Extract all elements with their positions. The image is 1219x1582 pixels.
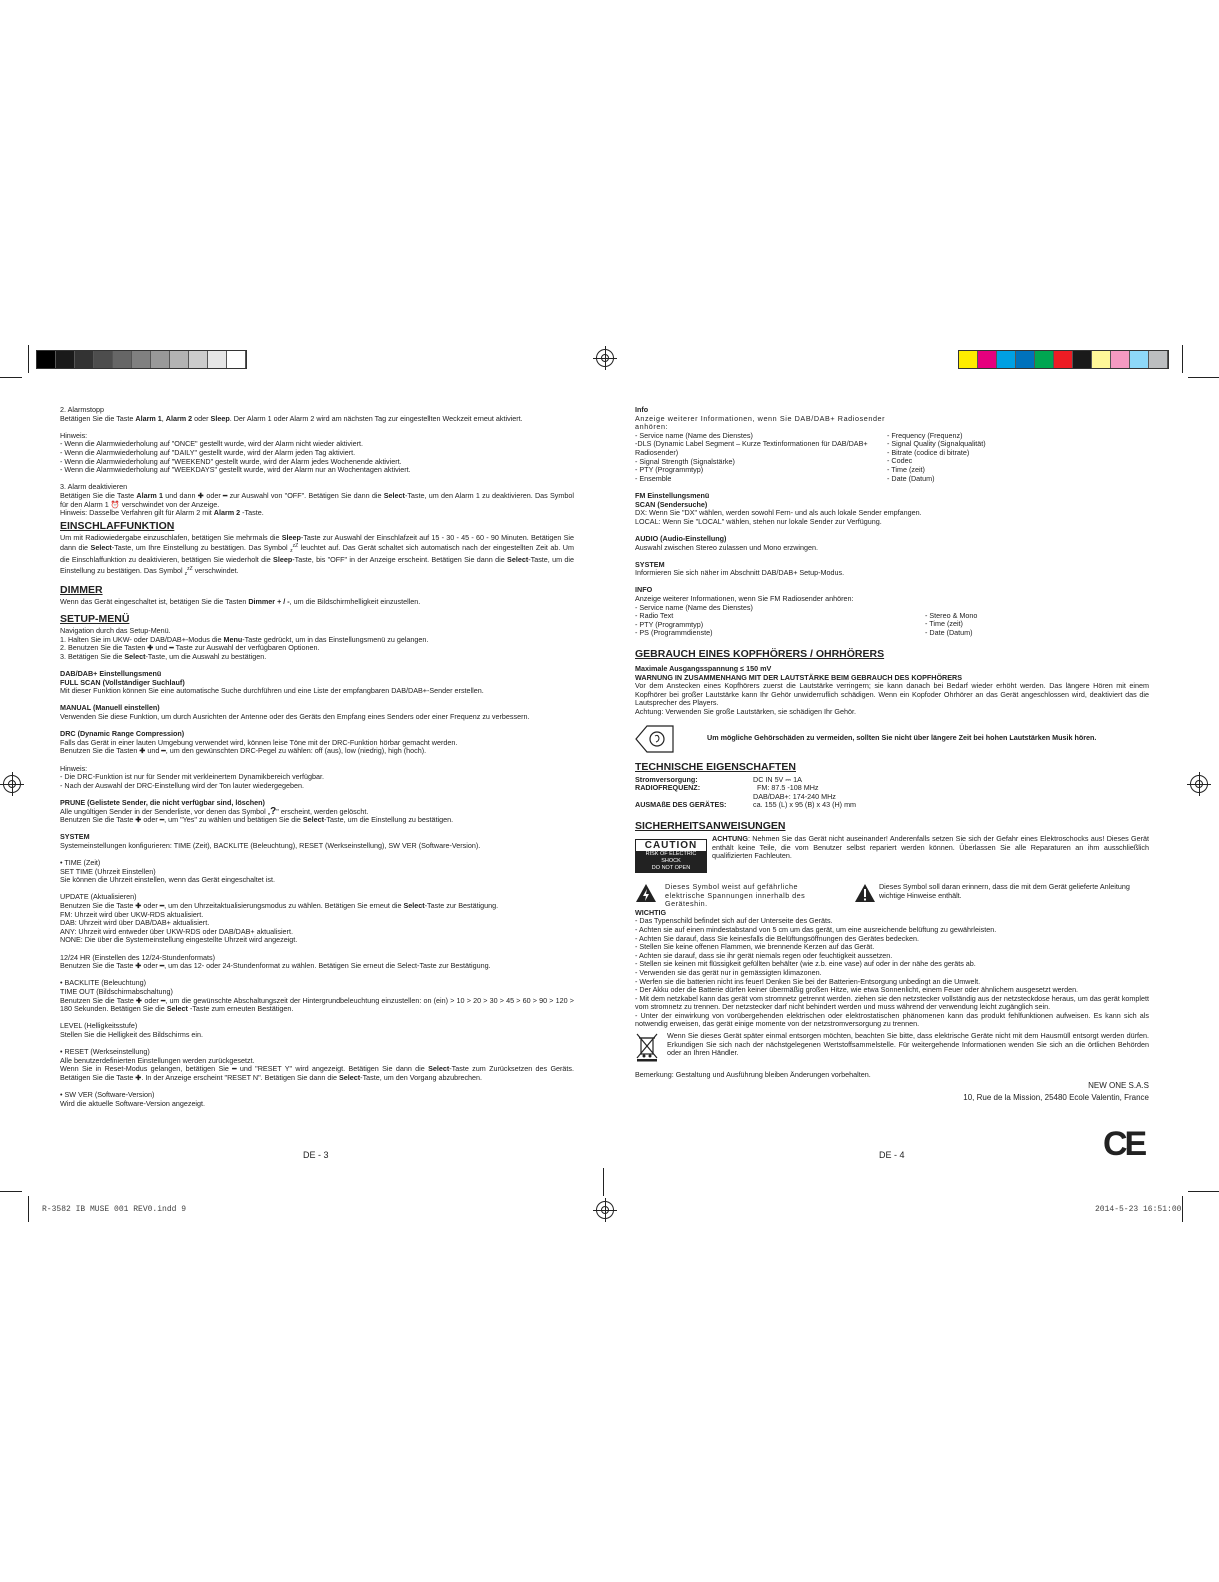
weee-text: Wenn Sie dieses Gerät später einmal entsorgen möchten, beachten Sie bitte, dass elektrische Geräte nicht mit dem Hausmüll entsorgt werden dürfen. Erkundigen Sie sich nach der nächstgelegenen Wertstoffsammelstelle. Für weitergehende Informationen wenden Sie sich an die örtlichen Behörden oder an Ihren Händler. (667, 1031, 1149, 1058)
wichtig-item: - Werfen sie die batterien nicht ins feuer! Denken Sie bei der Batterien-Entsorgung unbedingt an die Umwelt. (635, 976, 981, 986)
info-item: - Ensemble (635, 473, 672, 483)
info-intro: Anzeige weiterer Informationen, wenn Sie DAB/DAB+ Radiosender anhören: (635, 413, 886, 432)
update-title: UPDATE (Aktualisieren) (60, 892, 137, 902)
crop-mark-icon (1188, 1191, 1219, 1192)
fm-system-text: Informieren Sie sich näher im Abschnitt DAB/DAB+ Setup-Modus. (635, 568, 845, 578)
plus-icon: ✚ (139, 746, 146, 756)
registration-mark-left-icon (3, 775, 21, 793)
set-time-text: Sie können die Uhrzeit einstellen, wenn das Gerät eingeschaltet ist. (60, 875, 275, 885)
caution-text: ACHTUNG: Nehmen Sie das Gerät nicht auseinander! Anderenfalls setzen Sie sich der Gefahr eines Elektroschocks aus! Dieses Gerät enthält keine Teile, die vom Benutzer selbst repariert werden können. Überlassen Sie alle Reparaturen an ihm ausschließlich qualifizierten Fachleuten. (712, 833, 1149, 861)
full-scan-title: FULL SCAN (Vollständiger Suchlauf) (60, 677, 185, 687)
crop-mark-icon (603, 1168, 604, 1196)
info-item: - Frequency (Frequenz) (887, 430, 963, 440)
spec-value: DAB/DAB+: 174-240 MHz (753, 791, 836, 801)
color-swatch (1016, 351, 1035, 368)
swver-text: Wird die aktuelle Software-Version angezeigt. (60, 1098, 206, 1108)
page-number-right: DE - 4 (879, 1150, 905, 1160)
wichtig-item: - Unter der einwirkung von vorübergehenden elektrischen oder elektrostatischen phänomenen kann das produkt fehlfunktionen aufweisen. Es kann sich als notwendig erweisen, das gerät einige momente von der netzstromversorgung zu trennen. (635, 1010, 1149, 1029)
spec-value: ca. 155 (L) x 95 (B) x 43 (H) mm (753, 800, 857, 810)
ce-mark-icon: CE (1103, 1125, 1145, 1163)
alarmstopp-title: 2. Alarmstopp (60, 405, 104, 414)
fm-info-columns (635, 604, 1149, 638)
hinweis-item: - Wenn die Alarmwiederholung auf "ONCE" gestellt wurde, wird der Alarm nicht wieder aktiviert. (60, 439, 363, 449)
company-name: NEW ONE S.A.S (1088, 1081, 1149, 1091)
wichtig-item: - Mit dem netzkabel kann das gerät vom stromnetz getrennt werden. ziehen sie den netzstecker vollständig aus der netzsteckdose heraus, um das gerät komplett vom stromnetz zu trennen. Der netzstecker darf nicht behindert werden und muss während der verwendung leicht zugänglich sein. (635, 993, 1149, 1012)
caution-sub: DO NOT OPEN (636, 865, 706, 872)
fm-info-item: - Date (Datum) (925, 627, 973, 637)
fm-info-item: - Stereo & Mono (925, 610, 978, 620)
spec-value: FM: 87.5 -108 MHz (757, 783, 819, 793)
spec-label: AUSMAßE DES GERÄTES: (635, 800, 727, 810)
crossed-bin-icon (635, 1032, 659, 1062)
color-swatch (227, 351, 246, 368)
wichtig-item: - Achten sie darauf, dass sie ihr gerät niemals regen oder feuchtigkeit aussetzen. (635, 950, 893, 960)
caution-sub: RISK OF ELECTRIC SHOCK (636, 851, 706, 865)
info-item: - Signal Quality (Signalqualität) (887, 439, 986, 449)
prune-title: PRUNE (Gelistete Sender, die nicht verfügbar sind, löschen) (60, 797, 265, 807)
timeout-title: TIME OUT (Bildschirmabschaltung) (60, 987, 173, 996)
fm-title: FM Einstellungsmenü (635, 490, 710, 500)
scan-item: DX: Wenn Sie "DX" wählen, werden sowohl Fern- und als auch lokale Sender empfangen. (635, 508, 922, 518)
hr-title: 12/24 HR (Einstellen des 12/24-Stundenformats) (60, 952, 216, 962)
setup-line: 2. Benutzen Sie die Tasten ✚ und ━ Taste zur Auswahl der verfügbaren Optionen. (60, 643, 320, 653)
fm-info-item: - PS (Programmdienste) (635, 628, 713, 638)
color-swatch (132, 351, 151, 368)
wichtig-title: WICHTIG (635, 907, 667, 917)
fm-info-right (925, 604, 977, 638)
exclamation-warning-icon (854, 883, 876, 903)
setup-line: 1. Halten Sie im UKW- oder DAB/DAB+-Modus die Menu-Taste gedrückt, um in das Einstellungsmenü zu gelangen. (60, 634, 429, 644)
dab-menu-title: DAB/DAB+ Einstellungsmenü (60, 669, 162, 679)
deaktivieren-title: 3. Alarm deaktivieren (60, 482, 128, 492)
color-swatch (151, 351, 170, 368)
color-swatch (1092, 351, 1111, 368)
deaktivieren-hinweis: Hinweis: Dasselbe Verfahren gilt für Alarm 2 mit Alarm 2 -Taste. (60, 508, 264, 518)
scan-item: LOCAL: Wenn Sie "LOCAL" wählen, stehen nur lokale Sender zur Verfügung. (635, 516, 882, 526)
hinweis-item: - Wenn die Alarmwiederholung auf "DAILY" gestellt wurde, wird der Alarm jeden Tag aktiviert. (60, 447, 356, 457)
level-title: LEVEL (Helligkeitsstufe) (60, 1021, 138, 1031)
info-item: - Bitrate (codice di bitrate) (887, 447, 970, 457)
info-item: -DLS (Dynamic Label Segment – Kurze Textinformationen für DAB/DAB+ Radiosender) (635, 439, 868, 457)
wichtig-item: - Stellen sie keinen mit flüssigkeit gefüllten behälter (wie z.b. eine vase) auf oder in der nähe des geräts ab. (635, 959, 976, 969)
einschlaf-text: Um mit Radiowiedergabe einzuschlafen, betätigen Sie mehrmals die Sleep-Taste zur Auswahl der Einschlafzeit auf 15 - 30 - 45 - 60 - 90 Minuten. Betätigen Sie dann die Select-Taste, um Ihre Einstellung zu bestätigen. Das Symbol $_z^{zZ}$ leuchtet auf. Das Gerät schaltet sich automatisch nach der eingestellten Zeit ab. Um die Einschlaffunktion zu deaktivieren, betätigen Sie wiederholt die Sleep-Taste, bis "OFF" in der Anzeige erscheint. Betätigen Sie dann die Select-Taste, um die Einstellung zu bestätigen. Das Symbol $_z^{zZ}$ verschwindet. (60, 532, 575, 577)
hearing-warning (635, 725, 1149, 753)
kopfhoerer-heading: GEBRAUCH EINES KOPFHÖRERS / OHRHÖRERS (635, 648, 885, 661)
crop-mark-icon (28, 345, 29, 373)
caution-label-icon (635, 839, 707, 873)
color-swatch (1130, 351, 1149, 368)
deaktivieren-text: Betätigen Sie die Taste Alarm 1 und dann ✚ oder ━ zur Auswahl von "OFF". Betätigen Sie dann die Select-Taste, um den Alarm 1 zu deaktivieren. Das Symbol für den Alarm 1 ⏰ verschwindet von der Anzeige. (60, 490, 574, 509)
plus-icon: ✚ (197, 490, 205, 500)
dimmer-heading: DIMMER (60, 584, 103, 597)
page-number-left: DE - 3 (303, 1150, 329, 1160)
color-swatch (56, 351, 75, 368)
alarm-clock-icon: ⏰ (110, 499, 120, 509)
swver-title: • SW VER (Software-Version) (60, 1090, 155, 1100)
color-swatch (1111, 351, 1130, 368)
reset-title: • RESET (Werkseinstellung) (60, 1047, 150, 1057)
minus-icon: ━ (159, 815, 165, 825)
spec-value: DC IN 5V ⎓ 1A (753, 774, 802, 784)
plus-icon: ✚ (135, 901, 142, 911)
max-voltage: Maximale Ausgangsspannung ≤ 150 mV (635, 664, 772, 674)
spec-label: RADIOFREQUENZ: (635, 783, 701, 793)
color-swatch (1054, 351, 1073, 368)
minus-icon: ━ (169, 643, 174, 653)
fm-system-title: SYSTEM (635, 559, 665, 569)
sleep-zz-icon: $_z^{zZ}$ (290, 543, 299, 555)
einschlaf-heading: EINSCHLAFFUNKTION (60, 519, 175, 532)
minus-icon: ━ (232, 1064, 237, 1074)
fm-info-item: - Service name (Name des Dienstes) (635, 602, 753, 612)
color-swatch (208, 351, 227, 368)
registration-mark-bottom-icon (596, 1201, 614, 1219)
update-text: Benutzen Sie die Taste ✚ oder ━, um den Uhrzeitaktualisierungsmodus zu wählen. Betätigen Sie erneut die Select-Taste zur Bestätigung. (60, 901, 499, 911)
question-mark-icon: ? (270, 805, 277, 817)
wichtig-item: - Achten sie auf einen mindestabstand von 5 cm um das gerät, um eine ausreichende belüftung zu gewährleisten. (635, 924, 997, 934)
color-swatch (1149, 351, 1168, 368)
prune-text: Alle ungültigen Sender in der Senderliste, vor denen das Symbol „?" erscheint, werden gelöscht. (60, 805, 369, 817)
bemerkung: Bemerkung: Gestaltung und Ausführung bleiben Änderungen vorbehalten. (635, 1069, 871, 1079)
file-slug: R-3582 IB MUSE 001 REV0.indd 9 (42, 1205, 187, 1214)
plus-icon: ✚ (136, 995, 143, 1005)
minus-icon: ━ (161, 746, 166, 756)
color-swatch (959, 351, 978, 368)
info-left-list (635, 415, 887, 484)
hinweis-item: - Wenn die Alarmwiederholung auf "WEEKEND" gestellt wurde, wird der Alarm jedes Wochenende aktiviert. (60, 456, 402, 466)
wichtig-item: - Das Typenschild befindet sich auf der Unterseite des Geräts. (635, 916, 833, 926)
info-item: - PTY (Programmtyp) (635, 465, 704, 475)
wichtig-item: - Achten Sie darauf, dass Sie keinesfalls die Belüftungsöffnungen des Gerätes bedecken. (635, 933, 919, 943)
level-text: Stellen Sie die Helligkeit des Bildschirms ein. (60, 1029, 204, 1039)
minus-icon: ━ (160, 995, 166, 1005)
plus-icon: ✚ (135, 1072, 142, 1082)
fm-info-intro: Anzeige weiterer Informationen, wenn Sie FM Radiosender anhören: (635, 594, 854, 604)
drc-hinweis-item: - Die DRC-Funktion ist nur für Sender mit verkleinertem Dynamikbereich verfügbar. (60, 772, 325, 782)
color-swatch (94, 351, 113, 368)
hinweis-item: - Wenn die Alarmwiederholung auf "WEEKDAYS" gestellt wurde, wird der Alarm nur an Wochentagen aktiviert. (60, 465, 411, 475)
cmyk-color-bar (958, 350, 1169, 369)
color-swatch (189, 351, 208, 368)
dimmer-text: Wenn das Gerät eingeschaltet ist, betätigen Sie die Tasten Dimmer + / -, um die Bildschirmhelligkeit einzustellen. (60, 597, 421, 607)
crop-mark-icon (0, 377, 22, 378)
fm-info-item: - Radio Text (635, 611, 674, 621)
color-swatch (75, 351, 94, 368)
drc-title: DRC (Dynamic Range Compression) (60, 729, 185, 739)
wichtig-item: - Stellen Sie keine offenen Flammen, wie brennende Kerzen auf das Gerät. (635, 942, 875, 952)
drc-text: Benutzen Sie die Tasten ✚ und ━, um den gewünschten DRC-Pegel zu wählen: off (aus), low (niedrig), high (hoch). (60, 746, 427, 756)
right-page (635, 406, 1149, 1103)
minus-icon: ━ (159, 961, 165, 971)
registration-mark-top-icon (596, 349, 614, 367)
info-item: - Service name (Name des Dienstes) (635, 430, 753, 440)
prune-text: Benutzen Sie die Taste ✚ oder ━, um "Yes" zu wählen und betätigen Sie die Select-Taste, um die Einstellung zu bestätigen. (60, 815, 454, 825)
lightning-warning-icon (635, 883, 657, 903)
timeout-text: Benutzen Sie die Taste ✚ oder ━, um die gewünschte Abschaltungszeit der Hintergrundbeleuchtung einzustellen: on (ein) > 10 > 20 > 30 > 45 > 60 > 90 > 120 > 180 Sekunden. Betätigen Sie die Select -Taste zum erneuten Bestätigen. (60, 995, 574, 1014)
backlite-title: • BACKLITE (Beleuchtung) (60, 978, 147, 988)
scan-title: SCAN (Sendersuche) (635, 499, 708, 509)
crop-mark-icon (0, 1191, 22, 1192)
weee-block (635, 1032, 1149, 1062)
spec-label: Stromversorgung: (635, 774, 698, 784)
set-time-title: SET TIME (Uhrzeit Einstellen) (60, 866, 156, 876)
time-title: • TIME (Zeit) (60, 858, 101, 868)
info-title: Info (635, 405, 649, 414)
update-item: NONE: Die über die Systemeinstellung eingestellte Uhrzeit wird angezeigt. (60, 935, 298, 945)
spec-row (635, 801, 1149, 810)
plus-icon: ✚ (147, 643, 154, 653)
hr-text: Benutzen Sie die Taste ✚ oder ━, um das 12- oder 24-Stundenformat zu wählen. Betätigen Sie erneut die Select-Taste zur Bestätigung. (60, 961, 491, 971)
spec-row (635, 784, 1149, 793)
system-text: Systemeinstellungen konfigurieren: TIME (Zeit), BACKLITE (Beleuchtung), RESET (Werkseinstellung), SW VER (Software-Version). (60, 840, 481, 850)
update-item: DAB: Uhrzeit wird über DAB/DAB+ aktualisiert. (60, 918, 210, 928)
caution-block (635, 835, 1149, 873)
warn-title: WARNUNG IN ZUSAMMENHANG MIT DER LAUTSTÄRKE BEIM GEBRAUCH DES KOPFHÖRERS (635, 672, 963, 682)
sicherheit-heading: SICHERHEITSANWEISUNGEN (635, 819, 786, 832)
manual-title: MANUAL (Manuell einstellen) (60, 703, 160, 713)
update-item: ANY: Uhrzeit wird entweder über UKW-RDS oder DAB/DAB+ aktualisiert. (60, 926, 293, 936)
exclamation-text: Dieses Symbol soll daran erinnern, dass die mit dem Gerät gelieferte Anleitung wichtige Hinweise enthält. (878, 881, 1130, 900)
plus-icon: ✚ (135, 961, 142, 971)
color-swatch (997, 351, 1016, 368)
audio-title: AUDIO (Audio-Einstellung) (635, 533, 727, 543)
company-address: 10, Rue de la Mission, 25480 Ecole Valentin, France (963, 1093, 1149, 1103)
minus-icon: ━ (159, 901, 165, 911)
info-item: - Signal Strength (Signalstärke) (635, 456, 735, 466)
caution-word: CAUTION (644, 839, 698, 851)
alarmstopp-text: Betätigen Sie die Taste Alarm 1, Alarm 2 oder Sleep. Der Alarm 1 oder Alarm 2 wird am nächsten Tag zur eingestellten Weckzeit erneut aktiviert. (60, 413, 523, 423)
technik-heading: TECHNISCHE EIGENSCHAFTEN (635, 760, 797, 773)
drc-text: Falls das Gerät in einer lauten Umgebung verwendet wird, können leise Töne mit der DRC-Funktion hörbar gemacht werden. (60, 737, 458, 747)
wichtig-item: - Verwenden sie das gerät nur in gemässigten klimazonen. (635, 967, 822, 977)
wichtig-item: - Der Akku oder die Batterie dürfen keiner übermäßig großen Hitze, wie etwa Sonnenlicht, einem Feuer oder ähnlichem ausgesetzt werden. (635, 985, 1079, 995)
achtung-text: Achtung: Verwenden Sie große Lautstärken, sie schädigen Ihr Gehör. (635, 707, 856, 716)
setup-line: 3. Betätigen Sie die Select-Taste, um die Auswahl zu bestätigen. (60, 651, 267, 661)
date-slug: 2014-5-23 16:51:00 (1095, 1205, 1182, 1214)
info-item: - Date (Datum) (887, 473, 935, 483)
fm-info-item: - Time (zeit) (925, 619, 963, 629)
hearing-warning-icon (635, 725, 675, 753)
info-item: - Time (zeit) (887, 464, 925, 474)
info-right-list (887, 415, 986, 484)
warn-text: Vor dem Anstecken eines Kopfhörers zuerst die Lautstärke verringern; sie kann danach bei Bedarf wieder erhöht werden. Das längere Hören mit einem Kopfhörer bei großer Lautstärke kann Ihr Gehör unwiderruflich schädigen. Wenn ein Kopfoder Ohrhörer an das Gerät angeschlossen wird, deaktiviert das die Lautsprecher des Players. (635, 681, 1149, 708)
info-columns (635, 415, 1149, 484)
fm-info-title: INFO (635, 585, 653, 595)
crop-mark-icon (28, 1196, 29, 1222)
reset-text: Wenn Sie in Reset-Modus gelangen, betätigen Sie ━ und "RESET Y" wird angezeigt. Betätigen Sie dann die Select-Taste zum Zurücksetzen des Geräts. Betätigen Sie die Taste ✚. In der Anzeige erscheint "RESET N". Betätigen Sie dann die Select-Taste, um den Vorgang abzubrechen. (60, 1064, 575, 1082)
spec-table (635, 776, 1149, 810)
color-swatch (1073, 351, 1092, 368)
color-swatch (978, 351, 997, 368)
reset-text: Alle benutzerdefinierten Einstellungen werden zurückgesetzt. (60, 1055, 255, 1065)
crop-mark-icon (1188, 377, 1219, 378)
update-item: FM: Uhrzeit wird über UKW-RDS aktualisiert. (60, 909, 204, 919)
color-swatch (170, 351, 189, 368)
minus-icon: ━ (222, 490, 228, 500)
info-item: - Codec (887, 456, 913, 466)
color-swatch (37, 351, 56, 368)
spec-row (635, 776, 1149, 785)
color-swatch (1035, 351, 1054, 368)
system-title: SYSTEM (60, 832, 90, 842)
fm-info-left (635, 604, 925, 638)
grayscale-color-bar (36, 350, 247, 369)
hearing-warning-text: Um mögliche Gehörschäden zu vermeiden, sollten Sie nicht über längere Zeit bei hohen Lautstärken Musik hören. (707, 733, 1097, 743)
hinweis-title: Hinweis: (60, 430, 88, 440)
crop-mark-icon (1182, 345, 1183, 373)
setup-line: Navigation durch das Setup-Menü. (60, 626, 171, 636)
lightning-text: Dieses Symbol weist auf gefährliche elektrische Spannungen innerhalb des Geräteshin. (665, 881, 806, 909)
audio-text: Auswahl zwischen Stereo zulassen und Mono erzwingen. (635, 542, 818, 552)
plus-icon: ✚ (135, 815, 142, 825)
full-scan-text: Mit dieser Funktion können Sie eine automatische Suche durchführen und eine Liste der empfangbaren DAB/DAB+-Sender erstellen. (60, 686, 484, 696)
fm-info-item: - PTY (Programmtyp) (635, 619, 704, 629)
drc-hinweis-item: - Nach der Auswahl der DRC-Einstellung wird der Ton lauter wiedergegeben. (60, 780, 304, 790)
sleep-zz-icon: $_z^{zZ}$ (184, 565, 193, 577)
crop-mark-icon (1182, 1196, 1183, 1222)
symbol-explanations (635, 883, 1149, 909)
color-swatch (113, 351, 132, 368)
setup-heading: SETUP-MENÜ (60, 613, 130, 626)
manual-text: Verwenden Sie diese Funktion, um durch Ausrichten der Antenne oder des Geräts den Empfang eines Senders oder einer Frequenz zu verbessern. (60, 712, 530, 721)
left-page (60, 406, 574, 1108)
drc-hinweis-title: Hinweis: (60, 763, 88, 773)
registration-mark-right-icon (1190, 775, 1208, 793)
